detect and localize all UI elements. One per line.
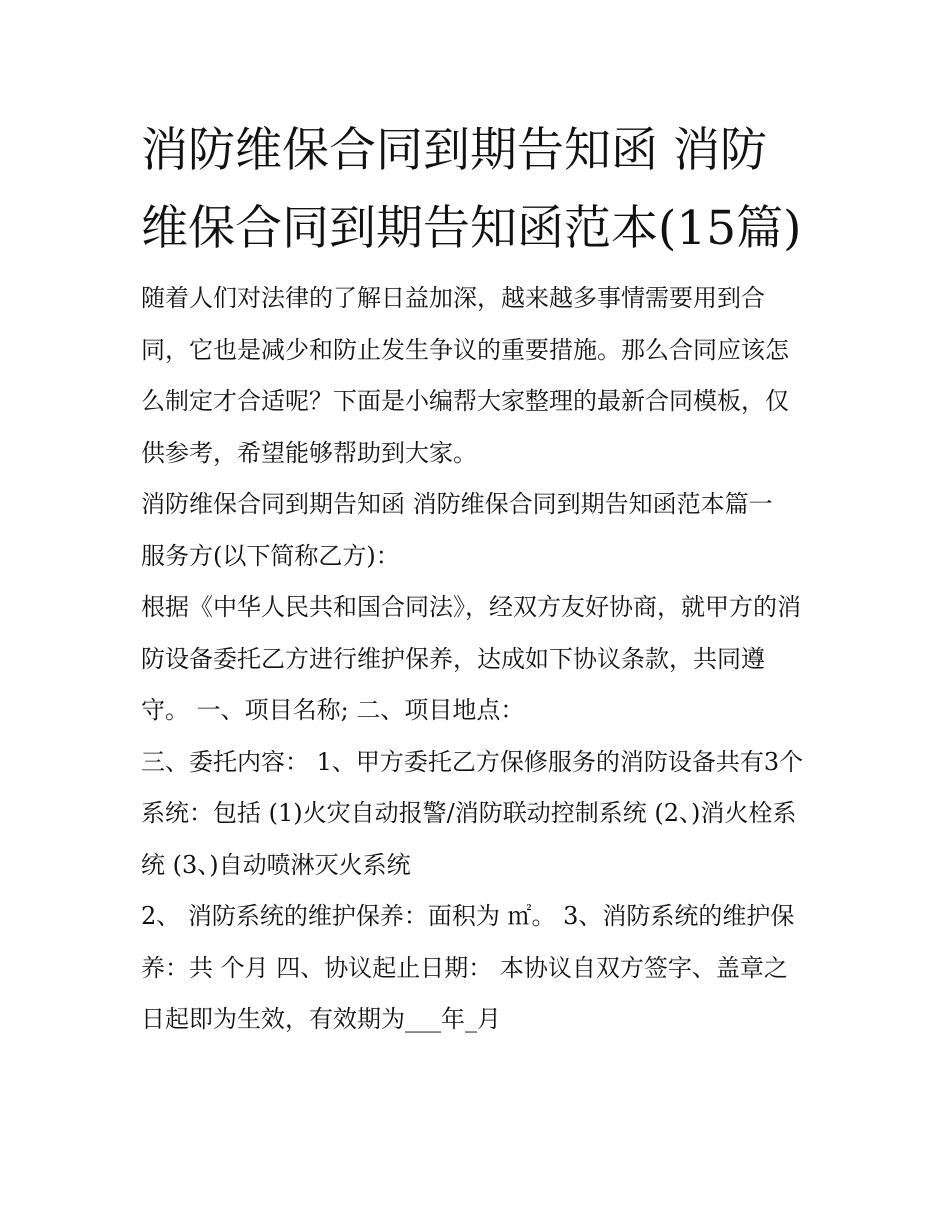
commission-content-paragraph: 三、委托内容： 1、甲方委托乙方保修服务的消防设备共有3个系统：包括 (1)火灾自动报警/消防联动控制系统 (2、)消火栓系统 (3、)自动喷淋灭火系统 [141, 747, 804, 879]
document-title: 消防维保合同到期告知函 消防维保合同到期告知函范本(15篇) [141, 123, 802, 256]
section-heading: 消防维保合同到期告知函 消防维保合同到期告知函范本篇一 [141, 490, 773, 518]
document-body [141, 112, 811, 1046]
agreement-basis-paragraph: 根据《中华人民共和国合同法》，经双方友好协商，就甲方的消防设备委托乙方进行维护保养，达成如下协议条款，共同遵守。 一、项目名称; 二、项目地点： [141, 593, 801, 724]
maintenance-term-paragraph: 2、 消防系统的维护保养：面积为 ㎡。 3、消防系统的维护保养：共 个月 四、协议起止日期： 本协议自双方签字、盖章之日起即为生效，有效期为___年_月 [141, 902, 795, 1033]
intro-paragraph: 随着人们对法律的了解日益加深，越来越多事情需要用到合同，它也是减少和防止发生争议的重要措施。那么合同应该怎么制定才合适呢？下面是小编帮大家整理的最新合同模板，仅供参考，希望能够帮助到大家。 [141, 284, 789, 467]
service-party-line: 服务方(以下简称乙方)： [141, 541, 400, 570]
